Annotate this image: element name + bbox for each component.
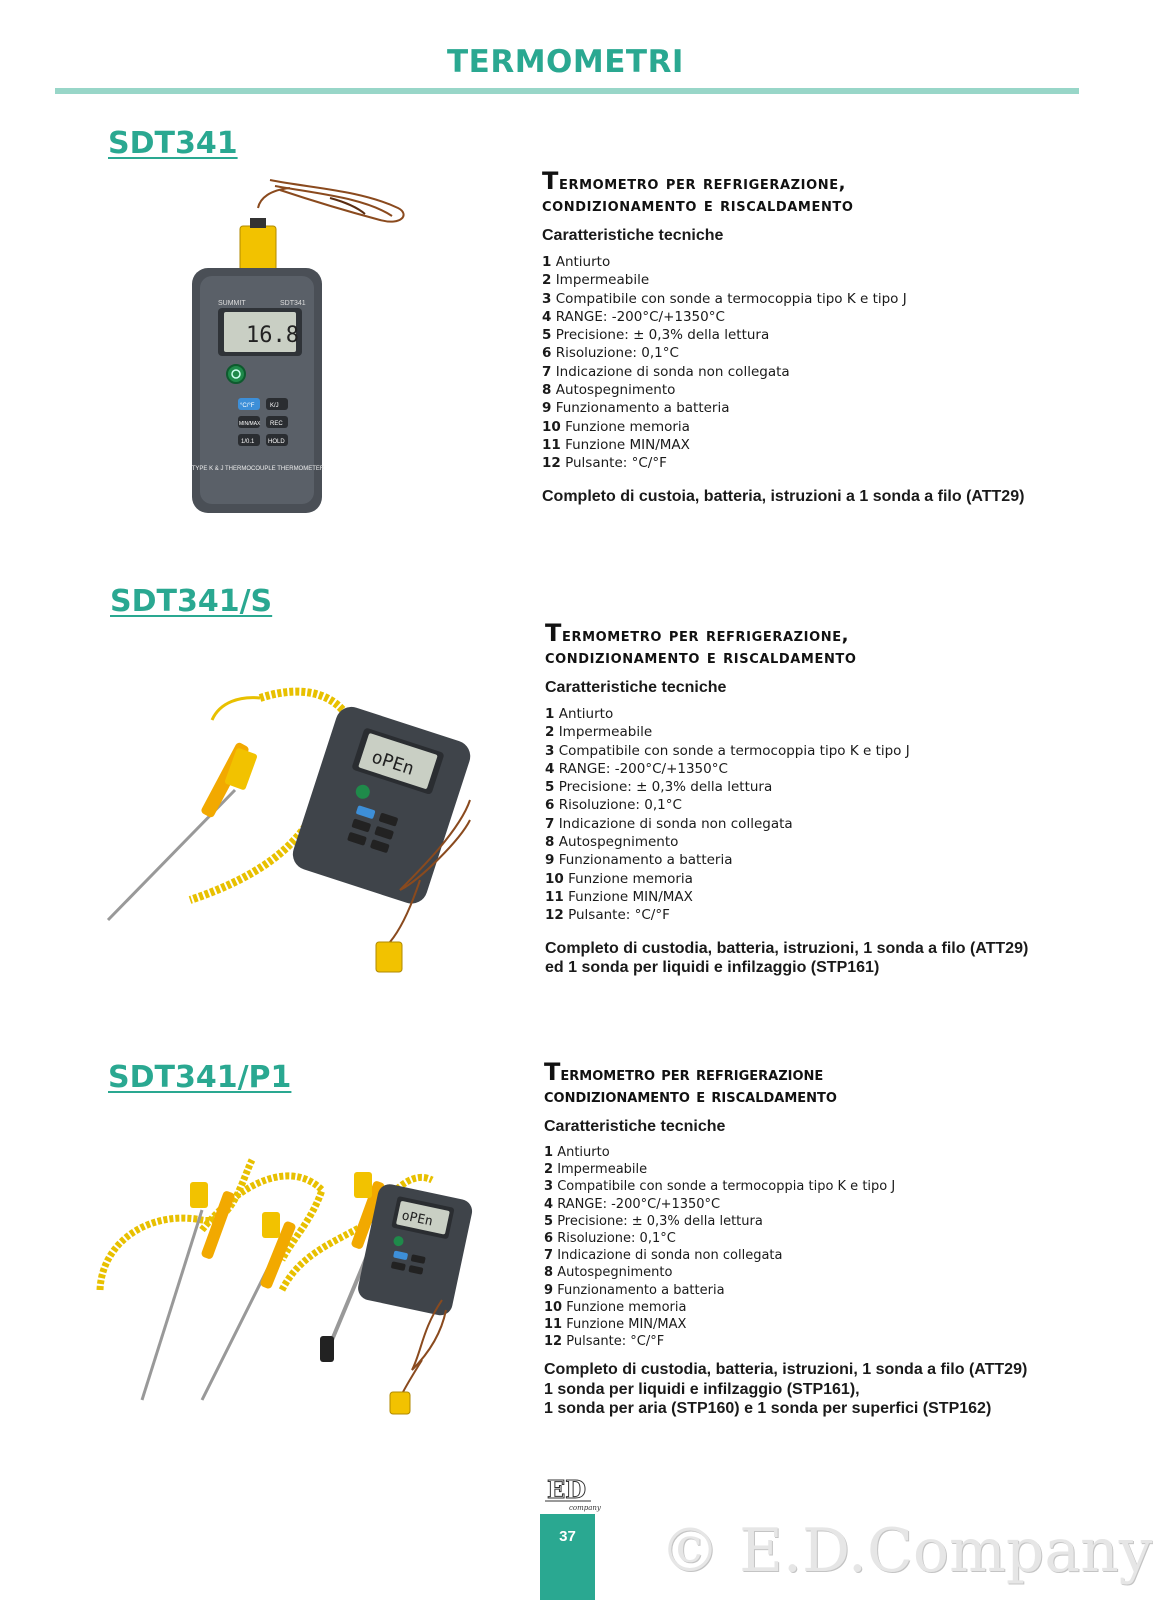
feature-list bbox=[545, 705, 1105, 925]
feature-item: 4 RANGE: -200°C/+1350°C bbox=[542, 308, 725, 325]
product-title-line2: condizionamento e riscaldamento bbox=[544, 1086, 837, 1107]
feature-item: 2 Impermeabile bbox=[544, 1162, 648, 1178]
product-title bbox=[542, 167, 1102, 217]
feature-item: 7 Indicazione di sonda non collegata bbox=[542, 363, 790, 380]
feature-item: 2 Impermeabile bbox=[545, 724, 653, 741]
feature-item: 9 Funzionamento a batteria bbox=[545, 852, 733, 869]
product-photo-sdt341-s bbox=[100, 680, 500, 990]
feature-item: 1 Antiurto bbox=[542, 254, 611, 270]
feature-item: 5 Precisione: ± 0,3% della lettura bbox=[544, 1213, 763, 1229]
feature-item: 7 Indicazione di sonda non collegata bbox=[545, 815, 793, 832]
feature-item: 8 Autospegnimento bbox=[545, 834, 679, 851]
svg-text:company: company bbox=[569, 1504, 601, 1512]
feature-item: 1 Antiurto bbox=[544, 1145, 610, 1160]
device-label: TYPE K & J THERMOCOUPLE THERMOMETER bbox=[191, 466, 325, 472]
feature-item: 4 RANGE: -200°C/+1350°C bbox=[545, 760, 728, 777]
product-title bbox=[545, 619, 1105, 669]
feature-item: 10 Funzione memoria bbox=[544, 1299, 687, 1315]
product-description-sdt341-p1 bbox=[544, 1058, 1104, 1419]
product-code-sdt341-s: SDT341/S bbox=[110, 584, 273, 619]
key-resolution: 1/0.1 bbox=[241, 439, 255, 445]
title-rule bbox=[55, 88, 1079, 94]
feature-item: 6 Risoluzione: 0,1°C bbox=[545, 797, 682, 814]
feature-item: 12 Pulsante: °C/°F bbox=[545, 907, 670, 924]
product-title bbox=[544, 1058, 1104, 1108]
feature-item: 5 Precisione: ± 0,3% della lettura bbox=[545, 779, 773, 796]
key-c-f: °C/°F bbox=[240, 403, 255, 409]
key-k-j: K/J bbox=[270, 403, 279, 409]
feature-item: 2 Impermeabile bbox=[542, 272, 650, 289]
feature-item: 10 Funzione memoria bbox=[545, 870, 693, 887]
feature-item: 4 RANGE: -200°C/+1350°C bbox=[544, 1196, 721, 1212]
product-photo-sdt341-p1 bbox=[92, 1150, 492, 1420]
feature-item: 3 Compatibile con sonde a termocoppia tipo K e tipo J bbox=[544, 1179, 896, 1195]
product-title-line1: Termometro per refrigerazione, bbox=[545, 619, 850, 647]
features-heading: Caratteristiche tecniche bbox=[544, 1118, 726, 1135]
product-code-sdt341-p1: SDT341/P1 bbox=[108, 1060, 292, 1095]
product-title-line2: condizionamento e riscaldamento bbox=[545, 647, 857, 668]
company-logo bbox=[545, 1475, 601, 1512]
feature-item: 8 Autospegnimento bbox=[544, 1265, 673, 1281]
feature-item: 5 Precisione: ± 0,3% della lettura bbox=[542, 327, 770, 344]
feature-item: 12 Pulsante: °C/°F bbox=[542, 455, 667, 472]
key-rec: REC bbox=[270, 421, 283, 427]
page-title: TERMOMETRI bbox=[447, 44, 684, 80]
features-heading: Caratteristiche tecniche bbox=[545, 679, 727, 696]
product-title-line1: Termometro per refrigerazione bbox=[544, 1058, 824, 1086]
copyright-watermark: © E.D.Company bbox=[660, 1516, 1153, 1586]
product-title-line1: Termometro per refrigerazione, bbox=[542, 167, 847, 195]
device-display: oPEn bbox=[368, 746, 417, 780]
features-heading: Caratteristiche tecniche bbox=[542, 227, 724, 244]
key-hold: HOLD bbox=[268, 439, 285, 445]
feature-item: 11 Funzione MIN/MAX bbox=[544, 1317, 687, 1333]
package-contents: Completo di custodia, batteria, istruzioni, 1 sonda a filo (ATT29) 1 sonda per liquidi e infilzaggio (STP161), 1 sonda per aria (STP160) e 1 sonda per superfici (STP162) bbox=[544, 1361, 1028, 1418]
feature-item: 9 Funzionamento a batteria bbox=[544, 1282, 725, 1298]
svg-text:ED: ED bbox=[547, 1475, 587, 1504]
feature-item: 1 Antiurto bbox=[545, 706, 614, 722]
device-model: SDT341 bbox=[280, 300, 306, 307]
product-description-sdt341-s bbox=[545, 619, 1105, 978]
feature-item: 12 Pulsante: °C/°F bbox=[544, 1334, 665, 1350]
product-description-sdt341 bbox=[542, 167, 1102, 506]
package-contents: Completo di custoia, batteria, istruzioni a 1 sonda a filo (ATT29) bbox=[542, 487, 1025, 505]
product-title-line2: condizionamento e riscaldamento bbox=[542, 195, 854, 216]
feature-item: 11 Funzione MIN/MAX bbox=[542, 436, 690, 453]
device-display: oPEn bbox=[400, 1208, 435, 1230]
feature-list bbox=[542, 253, 1102, 473]
feature-item: 11 Funzione MIN/MAX bbox=[545, 888, 693, 905]
product-photo-sdt341 bbox=[180, 168, 420, 528]
feature-item: 6 Risoluzione: 0,1°C bbox=[542, 345, 679, 362]
package-contents: Completo di custodia, batteria, istruzioni, 1 sonda a filo (ATT29) ed 1 sonda per liquidi e infilzaggio (STP161) bbox=[545, 939, 1029, 977]
page-number: 37 bbox=[540, 1514, 595, 1600]
feature-item: 10 Funzione memoria bbox=[542, 418, 690, 435]
device-display: 16.8 bbox=[246, 323, 299, 348]
feature-item: 7 Indicazione di sonda non collegata bbox=[544, 1248, 783, 1264]
feature-item: 3 Compatibile con sonde a termocoppia tipo K e tipo J bbox=[545, 742, 910, 759]
key-min-max: MIN/MAX bbox=[239, 421, 261, 427]
feature-item: 3 Compatibile con sonde a termocoppia tipo K e tipo J bbox=[542, 290, 907, 307]
feature-item: 8 Autospegnimento bbox=[542, 382, 676, 399]
product-code-sdt341: SDT341 bbox=[108, 126, 238, 161]
device-brand: SUMMIT bbox=[218, 300, 246, 307]
feature-item: 6 Risoluzione: 0,1°C bbox=[544, 1231, 676, 1247]
feature-item: 9 Funzionamento a batteria bbox=[542, 400, 730, 417]
feature-list bbox=[544, 1144, 1104, 1350]
